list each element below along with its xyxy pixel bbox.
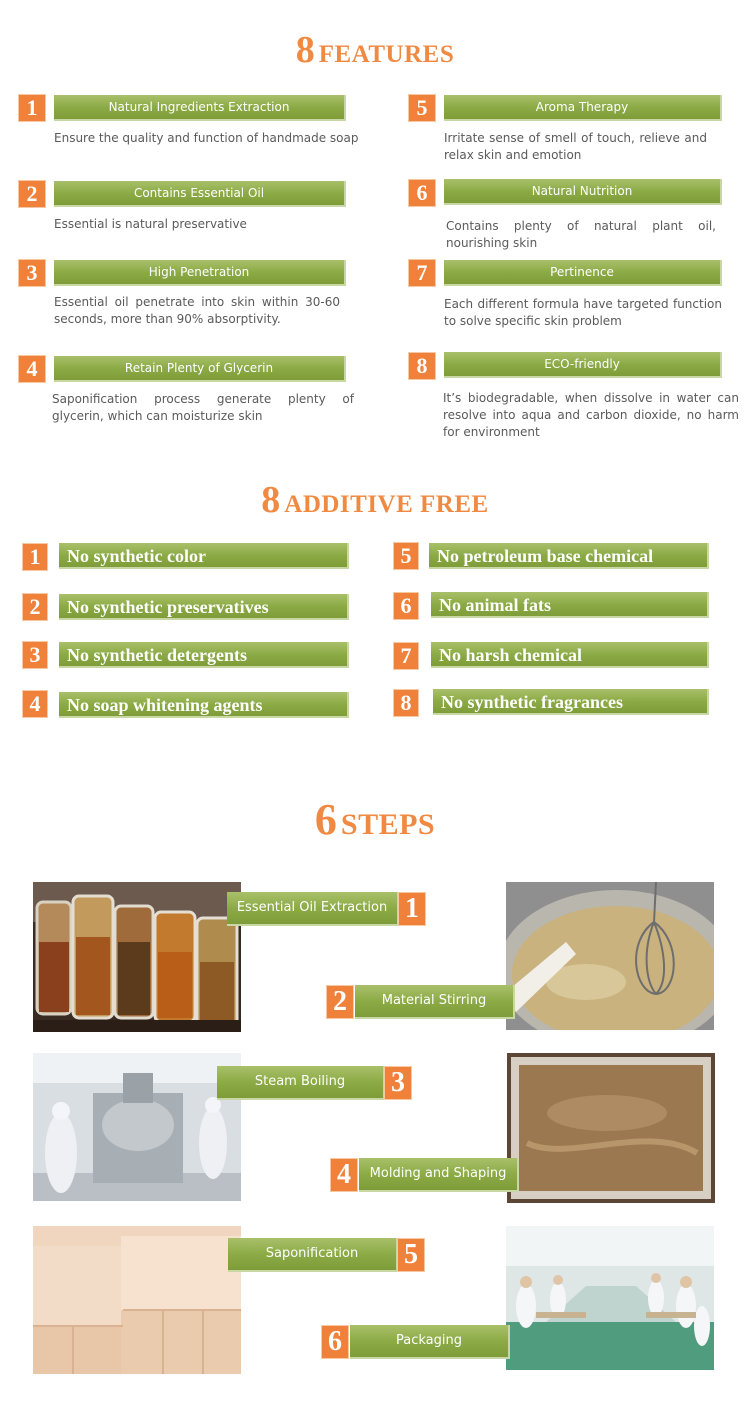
photo-packaging-room [506,1226,714,1370]
photo-molding-shaping [507,1053,715,1203]
step-label-2: Material Stirring [355,985,515,1019]
step-number-3: 3 [384,1066,412,1100]
feature-label-2: Contains Essential Oil [54,181,346,207]
steps-title-number: 6 [314,795,337,844]
feature-number-5: 5 [408,94,436,122]
features-title [0,28,750,72]
step-number-6: 6 [321,1325,349,1359]
additive-number-8: 8 [393,689,419,717]
feature-label-4: Retain Plenty of Glycerin [54,356,346,382]
feature-number-2: 2 [18,180,46,208]
additive-label-2: No synthetic preservatives [59,594,349,620]
additive-label-1: No synthetic color [59,543,349,569]
feature-desc-4: Saponification process generate plenty of glycerin, which can moisturize skin [52,392,354,423]
step-label-3: Steam Boiling [217,1066,385,1100]
photo-material-stirring [506,882,714,1030]
photo-essential-oil-jars [33,882,241,1032]
additive-free-title-text: ADDITIVE FREE [284,491,489,518]
additive-number-5: 5 [393,542,419,570]
additive-free-title-number: 8 [261,479,281,521]
feature-label-1: Natural Ingredients Extraction [54,95,346,121]
feature-number-3: 3 [18,259,46,287]
feature-label-3: High Penetration [54,260,346,286]
step-label-6: Packaging [350,1325,510,1359]
feature-desc-2: Essential is natural preservative [54,217,247,231]
features-title-text: FEATURES [318,41,455,68]
feature-desc-6: Contains plenty of natural plant oil, nourishing skin [446,219,716,250]
steps-title-text: STEPS [340,808,436,841]
feature-desc-1: Ensure the quality and function of handmade soap [54,131,359,145]
step-number-5: 5 [397,1238,425,1272]
additive-number-7: 7 [393,642,419,670]
feature-number-6: 6 [408,179,436,207]
additive-number-3: 3 [22,641,48,669]
feature-label-5: Aroma Therapy [444,95,722,121]
feature-number-8: 8 [408,352,436,380]
photo-steam-boiling-factory [33,1053,241,1201]
feature-desc-5: Irritate sense of smell of touch, relieve and relax skin and emotion [444,131,707,162]
steps-title [0,794,750,845]
additive-label-6: No animal fats [431,592,709,618]
feature-number-4: 4 [18,355,46,383]
additive-label-7: No harsh chemical [431,642,709,668]
photo-saponification-soap-bars [33,1226,241,1374]
step-number-2: 2 [326,985,354,1019]
additive-label-3: No synthetic detergents [59,642,349,668]
step-number-4: 4 [330,1158,358,1192]
feature-label-7: Pertinence [444,260,722,286]
additive-free-title [0,478,750,522]
additive-number-2: 2 [22,593,48,621]
additive-label-8: No synthetic fragrances [433,689,709,715]
additive-number-6: 6 [393,592,419,620]
additive-label-5: No petroleum base chemical [429,543,709,569]
additive-number-4: 4 [22,690,48,718]
feature-label-8: ECO-friendly [444,352,722,378]
additive-label-4: No soap whitening agents [59,692,349,718]
step-label-4: Molding and Shaping [359,1158,519,1192]
feature-desc-7: Each different formula have targeted function to solve specific skin problem [444,297,722,328]
feature-desc-3: Essential oil penetrate into skin within 30-60 seconds, more than 90% absorptivity. [54,295,340,326]
feature-number-1: 1 [18,94,46,122]
step-label-5: Saponification [228,1238,398,1272]
step-number-1: 1 [398,892,426,926]
step-label-1: Essential Oil Extraction [227,892,399,926]
feature-desc-8: It’s biodegradable, when dissolve in water can resolve into aqua and carbon dioxide, no harm for environment [443,391,739,439]
feature-number-7: 7 [408,259,436,287]
additive-number-1: 1 [22,543,48,571]
feature-label-6: Natural Nutrition [444,179,722,205]
features-title-number: 8 [295,29,315,71]
